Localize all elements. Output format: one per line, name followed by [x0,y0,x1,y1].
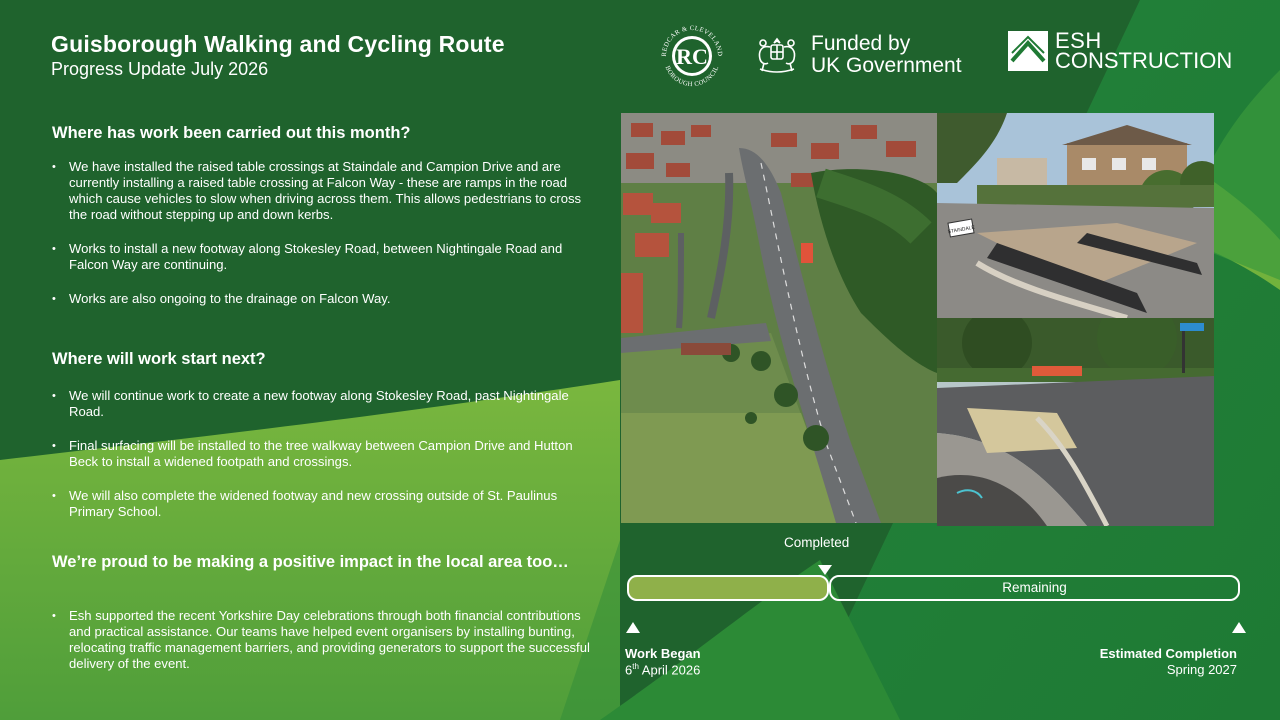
new-footway-photo [937,318,1214,526]
esh-line2: CONSTRUCTION [1055,48,1233,73]
timeline-end-marker-icon [1232,622,1246,633]
council-monogram: RC [676,44,708,69]
street-sign-text: STAINDALE [947,224,976,236]
raised-crossing-photo [937,113,1214,318]
section-list-local-impact [52,608,592,690]
timeline-end-label: Estimated Completion [1099,646,1237,661]
list-item: • Works are also ongoing to the drainage on Falcon Way. [52,291,592,307]
royal-arms-icon [752,33,802,77]
section-heading-work-next: Where will work start next? [52,350,266,368]
section-heading-work-carried-out: Where has work been carried out this month? [52,124,411,142]
aerial-road-photo [621,113,937,523]
government-line2: UK Government [811,54,962,77]
list-item: • Final surfacing will be installed to the tree walkway between Campion Drive and Hutton Beck to install a widened footpath and crossings. [52,438,592,470]
list-item: • Works to install a new footway along Stokesley Road, between Nightingale Road and Falcon Way are continuing. [52,241,592,273]
list-item: • We will also complete the widened footway and new crossing outside of St. Paulinus Primary School. [52,488,592,520]
council-crest-icon [656,20,728,92]
council-bottom-text: BOROUGH COUNCIL [663,64,721,89]
timeline-start-date: 6th April 2026 [625,662,701,678]
page-subtitle: Progress Update July 2026 [51,59,269,79]
timeline-current-marker-icon [818,565,832,575]
section-list-work-next [52,388,592,538]
timeline-end-date: Spring 2027 [1166,662,1237,677]
section-list-work-carried-out [52,159,592,325]
esh-logo [1008,30,1248,76]
timeline-completed-segment [627,575,829,601]
list-item: • We have installed the raised table crossings at Staindale and Campion Drive and are currently installing a raised table crossing at Falcon Way - these are ramps in the road which cause vehicles to slow when driving across them. This allows pedestrians to cross the road without stepping up and down kerbs. [52,159,592,223]
council-logo [656,20,728,92]
government-logo [752,33,982,81]
esh-mark-icon [1008,31,1048,71]
page-title: Guisborough Walking and Cycling Route [51,31,505,57]
timeline-start-label: Work Began [625,646,701,661]
section-heading-local-impact: We’re proud to be making a positive impact in the local area too… [52,553,569,571]
timeline-remaining-label: Remaining [1002,580,1067,595]
list-item: • We will continue work to create a new footway along Stokesley Road, past Nightingale Road. [52,388,592,420]
council-top-text: REDCAR & CLEVELAND [660,24,724,57]
timeline-completed-label: Completed [784,535,850,550]
timeline-remaining-segment [829,575,1240,601]
government-line1: Funded by [811,32,911,55]
esh-line1: ESH [1055,28,1102,53]
list-item: • Esh supported the recent Yorkshire Day celebrations through both financial contributions and practical assistance. Our teams have helped event organisers by installing bunting, relocating traffic management barriers, and providing generators to support the successful delivery of the event. [52,608,592,672]
timeline-start-marker-icon [626,622,640,633]
timeline-bar [627,575,1240,601]
